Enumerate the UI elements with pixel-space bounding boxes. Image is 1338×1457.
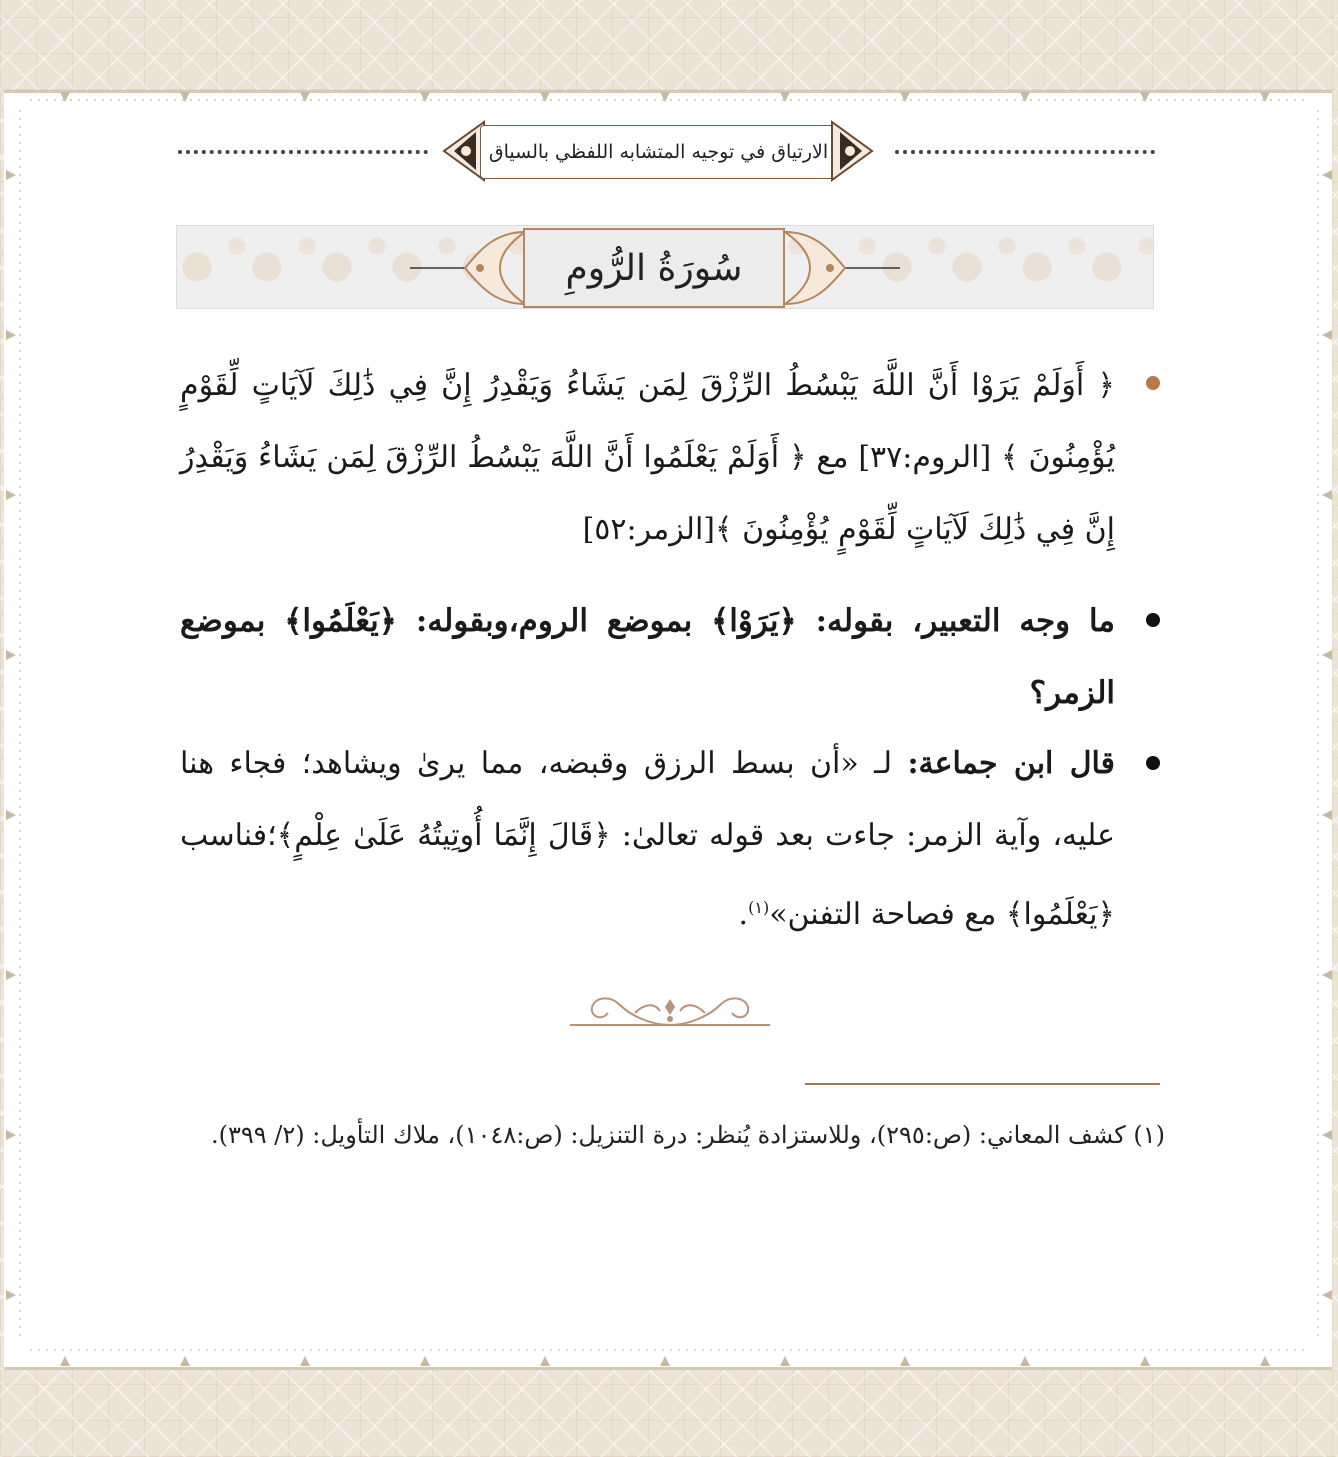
answer-lead: قال ابن جماعة: xyxy=(907,746,1115,781)
footnote: (١) كشف المعاني: (ص:٢٩٥)، وللاستزادة يُنظر: درة التنزيل: (ص:١٠٤٨)، ملاك التأويل: (٢/ ٣٩٩). xyxy=(211,1121,1165,1149)
bullet-black xyxy=(1146,756,1160,770)
footnote-separator xyxy=(805,1083,1160,1085)
list-item-question xyxy=(180,585,1115,729)
section-divider-ornament xyxy=(560,985,780,1035)
answer-text: لـ «أن بسط الرزق وقبضه، مما يرىٰ ويشاهد؛ فجاء هنا عليه، وآية الزمر: جاءت بعد قوله تعالىٰ: ﴿قَالَ إِنَّمَا أُوتِيتُهُ عَلَىٰ عِلْمٍ﴾؛فناسب ﴿يَعْلَمُوا﴾ مع فصاحة التفنن» xyxy=(180,746,1115,932)
question-text: ما وجه التعبير، بقوله: ﴿يَرَوْا﴾ بموضع الروم،وبقوله: ﴿يَعْلَمُوا﴾ بموضع الزمر؟ xyxy=(180,603,1115,711)
bullet-brown xyxy=(1146,376,1160,390)
running-header-title: الارتياق في توجيه المتشابه اللفظي بالسياق xyxy=(480,125,837,179)
answer-end-punctuation: . xyxy=(738,897,749,932)
sura-title: سُورَةُ الرُّومِ xyxy=(523,228,785,308)
list-item-verse-comparison xyxy=(180,350,1115,566)
verse-comparison-text: ﴿ أَوَلَمْ يَرَوْا أَنَّ اللَّهَ يَبْسُطُ الرِّزْقَ لِمَن يَشَاءُ وَيَقْدِرُ إِنَّ فِي ذَٰلِكَ لَآيَاتٍ لِّقَوْمٍ يُؤْمِنُونَ ﴾ [الروم:٣٧] مع ﴿ أَوَلَمْ يَعْلَمُوا أَنَّ اللَّهَ يَبْسُطُ الرِّزْقَ لِمَن يَشَاءُ وَيَقْدِرُ إِنَّ فِي ذَٰلِكَ لَآيَاتٍ لِّقَوْمٍ يُؤْمِنُونَ ﴾[الزمر:٥٢] xyxy=(180,368,1115,547)
bullet-black xyxy=(1146,613,1160,627)
list-item-answer xyxy=(180,728,1115,951)
footnote-reference[interactable]: (١) xyxy=(748,898,770,917)
